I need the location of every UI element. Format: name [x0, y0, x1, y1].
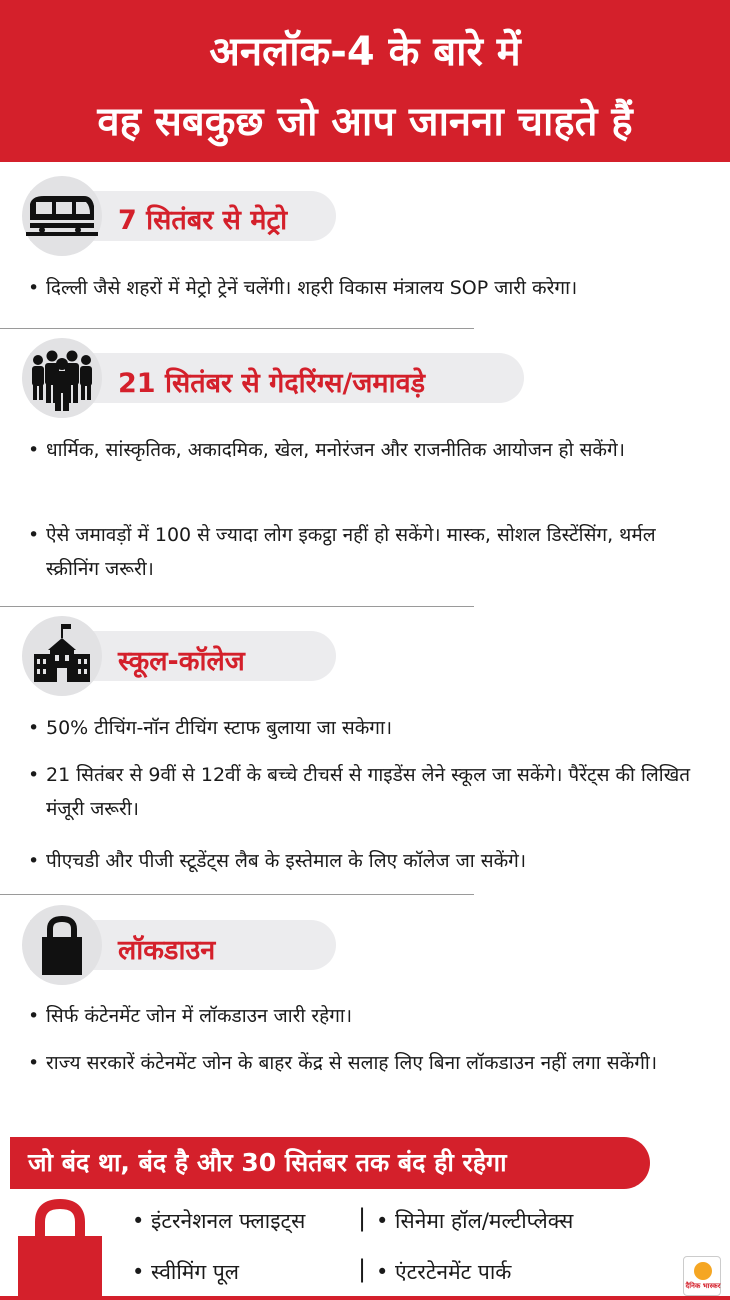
metro-train-icon: [22, 176, 102, 256]
page-title-line-1: अनलॉक-4 के बारे में: [209, 29, 521, 75]
list-item: • धार्मिक, सांस्कृतिक, अकादमिक, खेल, मनोरंजन और राजनीतिक आयोजन हो सकेंगे।: [28, 433, 648, 467]
separator: |: [358, 1255, 367, 1283]
list-item: • सिर्फ कंटेनमेंट जोन में लॉकडाउन जारी रहेगा।: [28, 999, 708, 1033]
school-building-icon: [22, 616, 102, 696]
closed-item-cinema: • सिनेमा हॉल/मल्टीप्लेक्स: [376, 1209, 574, 1233]
separator: |: [358, 1204, 367, 1232]
list-item: • ऐसे जमावड़ों में 100 से ज्यादा लोग इकट्ठा नहीं हो सकेंगे। मास्क, सोशल डिस्टेंसिंग, थर्मल स्क्रीनिंग जरूरी।: [28, 518, 688, 586]
divider: [0, 894, 474, 895]
padlock-icon: [22, 905, 102, 985]
list-item: • 50% टीचिंग-नॉन टीचिंग स्टाफ बुलाया जा सकेगा।: [28, 711, 708, 745]
closed-item-swimming-pool: • स्वीमिंग पूल: [132, 1260, 240, 1284]
page-title-line-2: वह सबकुछ जो आप जानना चाहते हैं: [97, 99, 633, 145]
dainik-bhaskar-logo-icon: [683, 1256, 721, 1296]
list-item: • दिल्ली जैसे शहरों में मेट्रो ट्रेनें चलेंगी। शहरी विकास मंत्रालय SOP जारी करेगा।: [28, 271, 718, 305]
divider: [0, 328, 474, 329]
list-item: • 21 सितंबर से 9वीं से 12वीं के बच्चे टीचर्स से गाइडेंस लेने स्कूल जा सकेंगे। पैरेंट्स की लिखित मंजूरी जरूरी।: [28, 758, 718, 826]
closed-item-entertainment-park: • एंटरटेनमेंट पार्क: [376, 1260, 512, 1284]
section-lockdown-title: लॉकडाउन: [118, 935, 216, 966]
closed-item-international-flights: • इंटरनेशनल फ्लाइट्स: [132, 1209, 306, 1233]
crowd-people-icon: [22, 338, 102, 418]
section-gatherings-title: 21 सितंबर से गेदरिंग्स/जमावड़े: [118, 368, 426, 399]
bottom-rule: [0, 1296, 730, 1300]
list-item: • राज्य सरकारें कंटेनमेंट जोन के बाहर केंद्र से सलाह लिए बिना लॉकडाउन नहीं लगा सकेंगी।: [28, 1046, 708, 1080]
padlock-icon: [14, 1196, 106, 1300]
divider: [0, 606, 474, 607]
logo-text: दैनिक भास्कर: [685, 1282, 721, 1290]
closed-banner: जो बंद था, बंद है और 30 सितंबर तक बंद ही रहेगा: [10, 1137, 650, 1189]
page-header: [0, 0, 730, 162]
section-metro-title: 7 सितंबर से मेट्रो: [118, 205, 288, 236]
list-item: • पीएचडी और पीजी स्टूडेंट्स लैब के इस्तेमाल के लिए कॉलेज जा सकेंगे।: [28, 844, 718, 878]
section-school-title: स्कूल-कॉलेज: [118, 646, 245, 677]
